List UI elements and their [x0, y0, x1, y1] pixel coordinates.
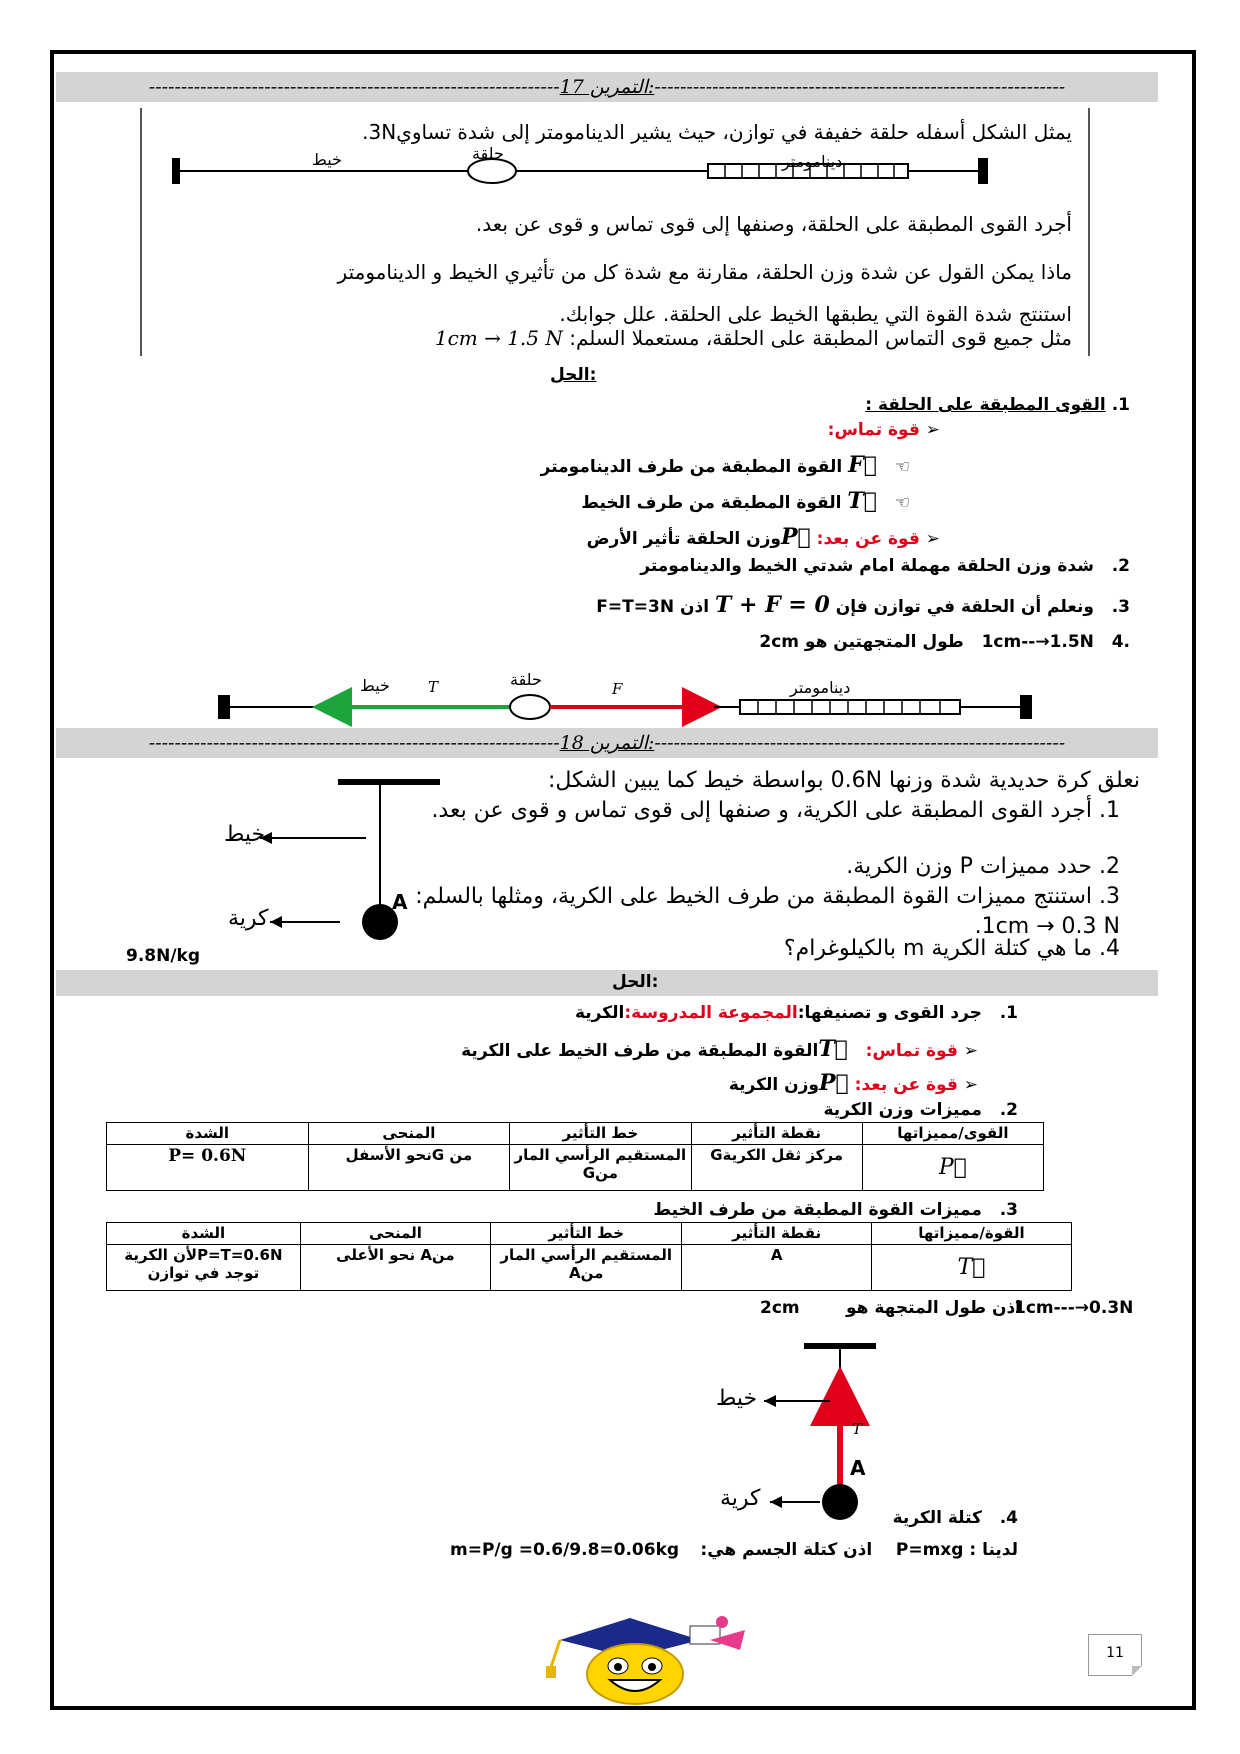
ex18-title: التمرين 18:	[559, 732, 655, 754]
table-cell: المستقيم الرأسي المار منG	[510, 1145, 691, 1191]
ex18-q3-row: 3. استنتج مميزات القوة المطبقة من طرف الخيط على الكرية، ومثلها بالسلم: 1cm → 0.3 N.	[415, 884, 1120, 939]
ex18-s1: 1. جرد القوى و تصنيفها:المجموعة المدروسة:الكرية	[574, 1003, 1018, 1023]
table-cell: P= 0.6N	[107, 1145, 309, 1191]
vector-T: T⃗	[847, 488, 877, 514]
ex18-s4-line: لدينا : P=mxg اذن كتلة الجسم هي:	[700, 1540, 1018, 1560]
table-header: المنحى	[300, 1223, 490, 1245]
ex17-fig-ring-label: حلقة	[472, 144, 504, 163]
ex18-intro: نعلق كرة حديدية شدة وزنها 0.6N بواسطة خيط كما يبين الشكل:	[547, 768, 1140, 793]
ex17-title-row: ----------------------------------------------------------------التمرين 17:----------------------------------------------------------------	[148, 76, 1066, 98]
vector-T: T⃗	[818, 1036, 848, 1062]
ex17-s1: 1. القوى المطبقة على الحلقة :	[865, 395, 1130, 415]
vector-P: P⃗	[780, 524, 811, 550]
ex17-sol-fig-T: T	[428, 678, 439, 696]
bullet-icon: ➢	[925, 420, 940, 440]
ex17-q4: مثل جميع قوى التماس المطبقة على الحلقة، مستعملا السلم:	[569, 326, 1072, 350]
ex17-s3-equation: T + F = 0	[714, 592, 830, 618]
ring-shape	[510, 695, 550, 719]
ex18-solution-band	[56, 970, 1158, 996]
table-header: الشدة	[107, 1123, 309, 1145]
ex17-s2: 2. شدة وزن الحلقة مهملة امام شدتي الخيط والدينامومتر	[640, 556, 1130, 576]
ex17-q1: أجرد القوى المطبقة على الحلقة، وصنفها إلى قوى تماس و قوى عن بعد.	[475, 212, 1072, 236]
ex17-s4: .4 1cm--→1.5N طول المتجهتين هو 2cm	[759, 632, 1130, 652]
right-wall	[978, 158, 988, 184]
table-cell: A	[682, 1245, 872, 1291]
table-header: الشدة	[107, 1223, 301, 1245]
bullet-icon: ➢	[963, 1041, 978, 1061]
ex17-fig-thread-label: خيط	[312, 150, 342, 169]
page-number: 11	[1088, 1634, 1142, 1676]
ex17-title: التمرين 17:	[559, 76, 655, 98]
ex17-s3: 3. ونعلم أن الحلقة في توازن فإن T + F = 0 اذن F=T=3N	[596, 592, 1130, 618]
ex17-sol-fig-F: F	[612, 680, 623, 698]
ex17-q2: ماذا يمكن القول عن شدة وزن الحلقة، مقارنة مع شدة كل من تأثيري الخيط و الدينامومتر	[337, 260, 1072, 284]
table-cell: المستقيم الرأسي المار منA	[491, 1245, 682, 1291]
table-cell: من Gنحو الأسفل	[308, 1145, 510, 1191]
pointing-hand-icon: ☜	[894, 493, 910, 513]
ex17-intro: يمثل الشكل أسفله حلقة خفيفة في توازن، حيث يشير الدينامومتر إلى شدة تساوي3N.	[362, 120, 1072, 144]
ex18-s4: 4. كتلة الكرية	[892, 1508, 1018, 1528]
table-header: خط التأثير	[491, 1223, 682, 1245]
ex17-statement-box	[140, 108, 1090, 356]
table-cell: P=T=0.6Nلأن الكرية توجد في توازن	[107, 1245, 301, 1291]
ex18-scale-text: اذن طول المتجهة هو	[846, 1298, 1022, 1318]
bullet-icon: ➢	[925, 529, 940, 549]
ex18-q2-row: 2. حدد مميزات P وزن الكرية.	[846, 854, 1120, 879]
left-wall	[218, 695, 230, 719]
ex17-force-T: ☜ T⃗ القوة المطبقة من طرف الخيط	[581, 488, 910, 514]
ex17-contact: ➢ قوة تماس:	[827, 420, 940, 440]
table-header: القوى/مميزاتها	[862, 1123, 1043, 1145]
ex18-scale-line: 1cm---→0.3N	[1014, 1298, 1134, 1318]
ex18-fig-ball: كرية	[228, 906, 269, 931]
table-header: نقطة التأثير	[691, 1123, 862, 1145]
ex18-table-tension	[106, 1222, 1072, 1291]
table-header: القوة/مميزاتها	[871, 1223, 1071, 1245]
left-wall	[172, 158, 180, 184]
vector-F: F⃗	[848, 452, 877, 478]
ex18-s4-result: m=P/g =0.6/9.8=0.06kg	[450, 1540, 680, 1560]
ex18-sol-fig-A: A	[850, 1456, 866, 1480]
ex18-title-row: ----------------------------------------------------------------التمرين 18:----------------------------------------------------------------	[148, 732, 1066, 754]
ex18-table-weight	[106, 1122, 1044, 1191]
ex18-fig-thread: خيط	[224, 822, 266, 847]
ex18-q4-row: 4. ما هي كتلة الكرية m بالكيلوغرام؟	[783, 936, 1120, 961]
ex17-statement-figure	[172, 140, 1052, 192]
table-cell: منA نحو الأعلى	[300, 1245, 490, 1291]
ex18-fig-A: A	[392, 890, 408, 914]
ex18-contact: ➢ قوة تماس: T⃗القوة المطبقة من طرف الخيط على الكرية	[461, 1036, 978, 1062]
ex18-s3: 3. مميزات القوة المطبقة من طرف الخيط	[653, 1200, 1018, 1220]
ex17-force-F: ☜ F⃗ القوة المطبقة من طرف الدينامومتر	[540, 452, 910, 478]
table-header: نقطة التأثير	[682, 1223, 872, 1245]
ex17-solution-figure	[200, 668, 1080, 728]
ex17-sol-fig-ring: حلقة	[510, 670, 542, 689]
ex17-q4-row	[192, 326, 1072, 350]
ex17-distance: ➢ قوة عن بعد: P⃗وزن الحلقة تأثير الأرض	[586, 524, 940, 550]
vector-P: P⃗	[818, 1070, 849, 1096]
ex17-fig-dyn-label: دينامومتر	[782, 152, 843, 171]
ex17-scale: 1cm → 1.5 N	[434, 326, 563, 350]
ex18-sol-fig-ball: كرية	[720, 1486, 761, 1511]
ex17-sol-fig-thread: خيط	[360, 676, 390, 695]
graduate-smiley-icon	[540, 1610, 760, 1710]
bullet-icon: ➢	[963, 1075, 978, 1095]
ex18-sol-fig-thread: خيط	[716, 1386, 758, 1411]
dynamometer-shape	[740, 700, 960, 714]
table-header: المنحى	[308, 1123, 510, 1145]
ex18-s2: 2. مميزات وزن الكرية	[823, 1100, 1018, 1120]
table-cell: مركز ثقل الكريةG	[691, 1145, 862, 1191]
pointing-hand-icon: ☜	[894, 457, 910, 477]
ex18-sol-fig-T: T	[852, 1420, 863, 1438]
ex18-scale-length: 2cm	[760, 1298, 800, 1318]
arrow-icon	[764, 1395, 776, 1407]
ex18-distance: ➢ قوة عن بعد: P⃗وزن الكرية	[728, 1070, 978, 1096]
table-cell-vector: P	[862, 1145, 1043, 1191]
ex18-g-value: 9.8N/kg	[126, 946, 201, 966]
ex18-solution-heading: الحل:	[612, 972, 659, 992]
table-cell-vector: T	[871, 1245, 1071, 1291]
arrow-icon	[270, 916, 282, 928]
ex18-q1-row: 1. أجرد القوى المطبقة على الكرية، و صنفها إلى قوى تماس و قوى عن بعد.	[431, 798, 1120, 823]
right-wall	[1020, 695, 1032, 719]
ex17-sol-fig-dyn: دينامومتر	[790, 678, 851, 697]
arrow-icon	[770, 1496, 782, 1508]
table-header: خط التأثير	[510, 1123, 691, 1145]
ex17-q3: استنتج شدة القوة التي يطبقها الخيط على الحلقة. علل جوابك.	[559, 302, 1072, 326]
ex17-solution-heading: الحل:	[550, 365, 597, 385]
